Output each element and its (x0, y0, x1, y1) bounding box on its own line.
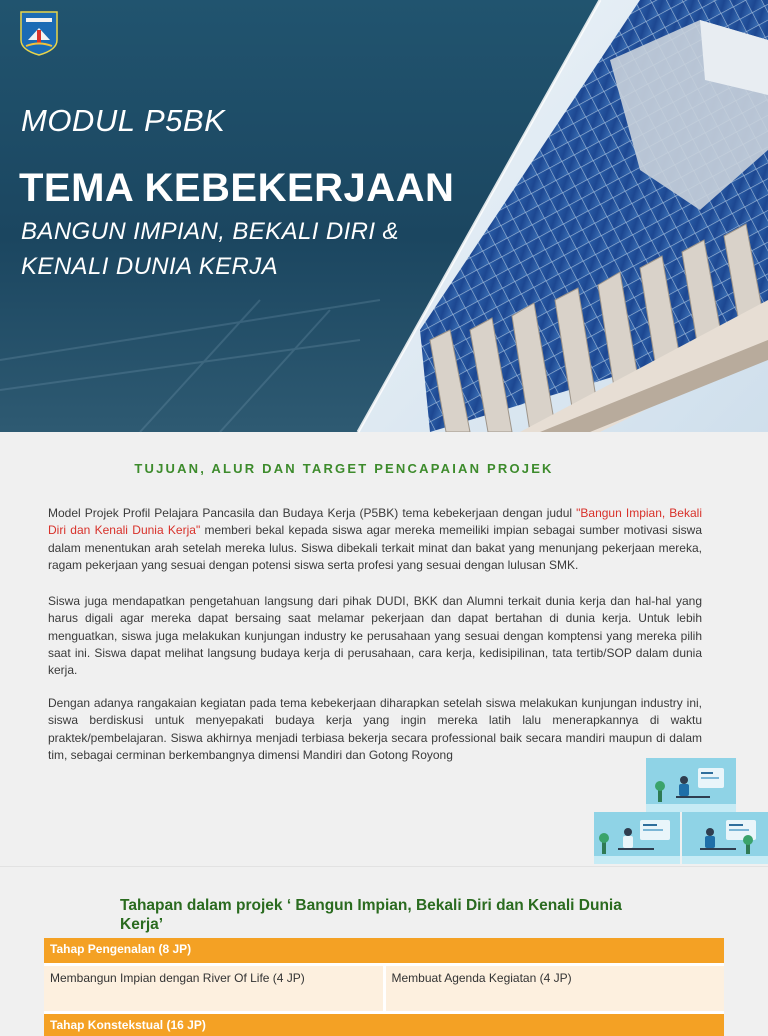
project-title-highlight: "Bangun Impian, Bekali Diri dan Kenali Dunia Kerja" (48, 506, 702, 538)
paragraph-intro (48, 505, 702, 574)
paragraph-industry-knowledge: Siswa juga mendapatkan pengetahuan langsung dari pihak DUDI, BKK dan Alumni terkait dunia kerja dan hal-hal yang harus digali agar mereka dapat bersaing saat melamar pekerjaan dan dapat bertahan di dunia kerja. Untuk lebih menguatkan, siswa juga melakukan kunjungan industry ke perusahaan yang sesuai dengan komptensi yang mereka pilih saat ini. Siswa dapat melihat langsung budaya kerja di perusahaan, cara kerja, kedisipilinan, tata tertib/SOP dalam dunia kerja. (48, 594, 702, 678)
cover-banner (0, 0, 768, 432)
module-label: MODUL P5BK (21, 103, 226, 138)
school-emblem-icon (18, 10, 60, 56)
table-cell: Membangun Impian dengan River Of Life (4 JP) (50, 971, 305, 985)
table-row (44, 963, 724, 1011)
paragraph-intro-end: memberi bekal kepada siswa agar mereka memeiliki impian sebagai sumber motivasi siswa dalam menentukan arah setelah mereka lulus. Siswa dibekali terkait minat dan bakat yang menunjang pekerjaan mereka, ragam pekerjaan yang sesuai dengan potensi siswa serta profesi yang sesuai dengan lulusan SMK. (48, 523, 702, 572)
office-workers-illustration (646, 758, 736, 812)
paragraph-work-culture: Dengan adanya rangakaian kegiatan pada tema kebekerjaan diharapkan setelah siswa melakukan kunjungan industry ini, siswa berdiskusi untuk menyepakati budaya kerja yang ingin mereka latih lalu menerapkannya di waktu praktek/pembelajaran. Siswa akhirnya menjadi terbiasa bekerja secara professional baik secara mandiri maupun di dalam tim, sebagai cerminan berkembangnya dimensi Mandiri dan Gotong Royong (48, 696, 702, 762)
building-photo-background (0, 0, 768, 432)
section-heading-goals: TUJUAN, ALUR DAN TARGET PENCAPAIAN PROJEK (134, 461, 554, 476)
stage-header-contextual: Tahap Konstekstual (16 JP) (44, 1011, 724, 1036)
theme-subtitle-line-2: KENALI DUNIA KERJA (21, 253, 279, 280)
theme-subtitle-line-1: BANGUN IMPIAN, BEKALI DIRI & (21, 218, 399, 245)
paragraph-intro-start: Model Projek Profil Pelajara Pancasila dan Budaya Kerja (P5BK) tema kebekerjaan dengan judul (48, 506, 577, 520)
section-divider (0, 866, 768, 867)
stages-heading: Tahapan dalam projek ‘ Bangun Impian, Bekali Diri dan Kenali Dunia Kerja’ (120, 897, 622, 933)
theme-title: TEMA KEBEKERJAAN (19, 166, 455, 210)
stage-header-introduction: Tahap Pengenalan (8 JP) (44, 938, 724, 963)
stages-table (44, 938, 724, 1036)
office-workers-illustration (594, 812, 680, 864)
table-cell: Membuat Agenda Kegiatan (4 JP) (383, 966, 725, 1011)
office-workers-illustration (682, 812, 768, 864)
